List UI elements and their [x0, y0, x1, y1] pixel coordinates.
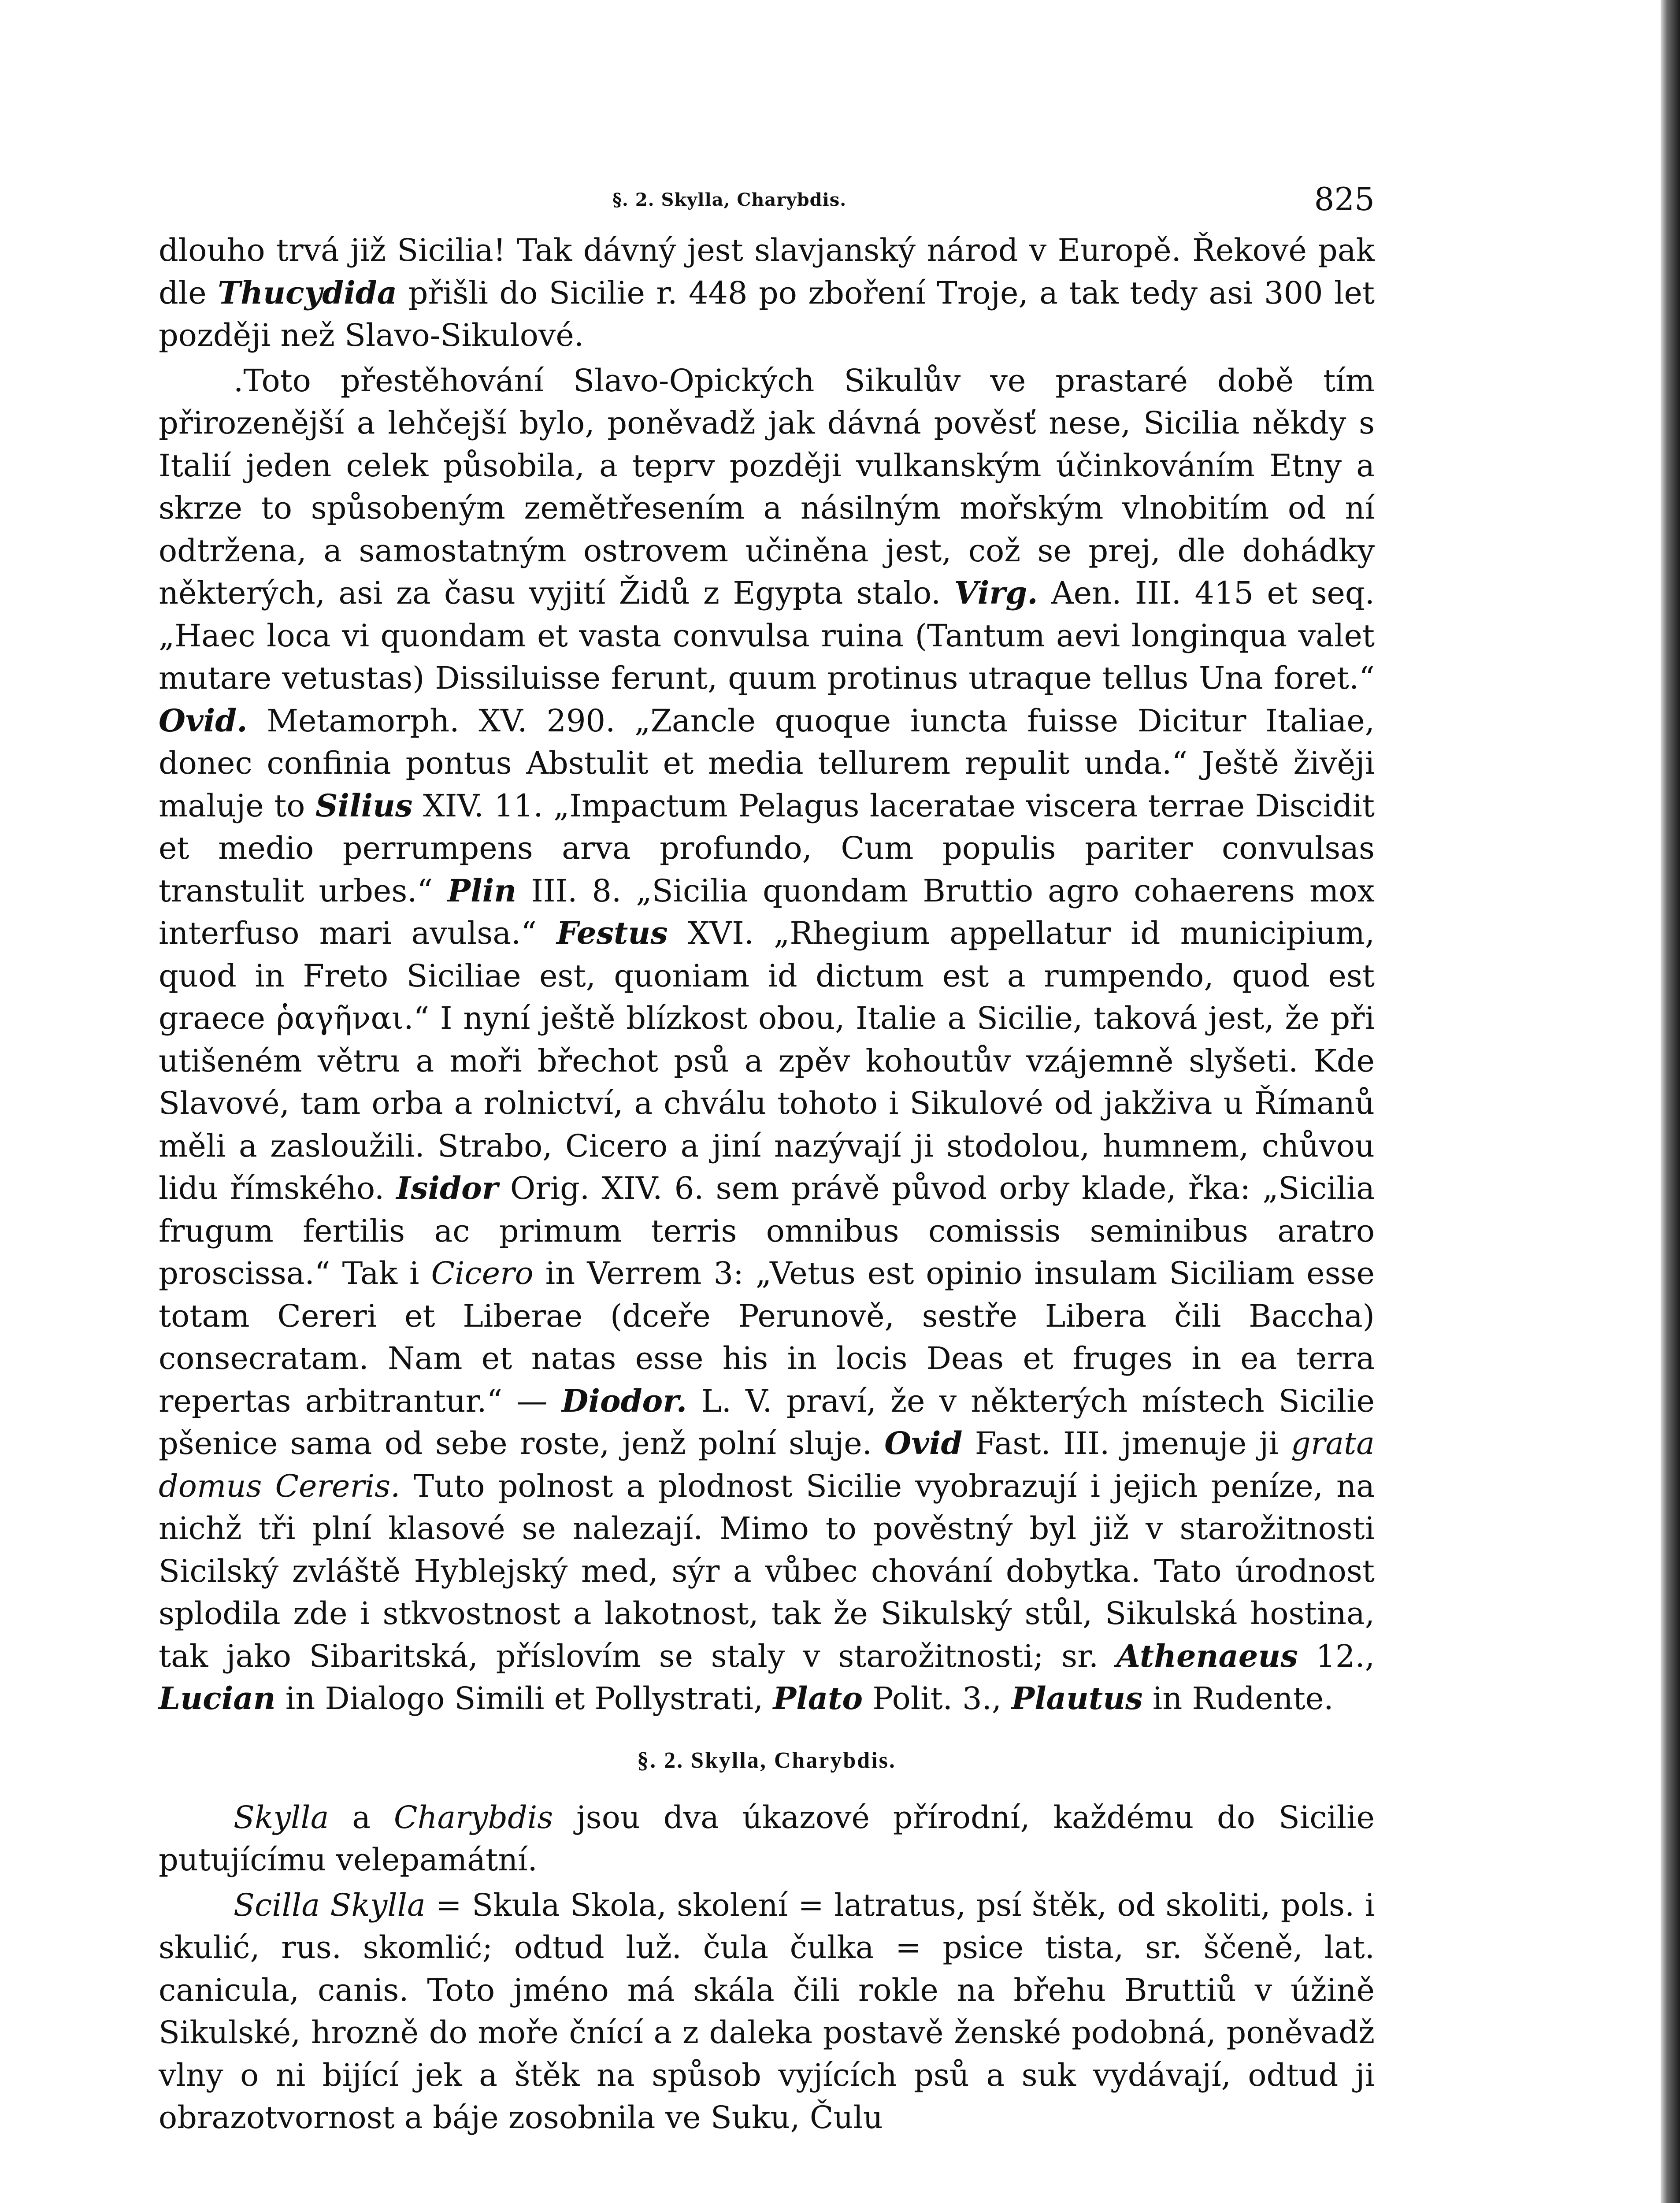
emphasized-text: Isidor: [396, 1170, 498, 1206]
running-title: §. 2. Skylla, Charybdis.: [612, 189, 847, 210]
running-header: [159, 181, 1375, 229]
emphasized-text: Cicero: [431, 1255, 534, 1291]
emphasized-text: Thucydida: [218, 274, 397, 311]
paragraph: [159, 1884, 1375, 2139]
text-run: Orig. XIV. 6. sem právě původ orby klade, řka: „Sicilia frugum fertilis ac primum terris omnibus comissis seminibus aratro proscissa.“ Tak i: [159, 1170, 1375, 1291]
paragraph: [159, 229, 1375, 357]
paragraph: [159, 360, 1375, 1720]
text-run: III. 8. „Sicilia quondam Bruttio agro cohaerens mox interfuso mari avulsa.“: [159, 872, 1375, 951]
text-run: dlouho trvá již Sicilia! Tak dávný jest slavjanský národ v Europě. Řekové pak dle: [159, 232, 1375, 311]
text-run: .Toto přestěhování Slavo-Opických Sikulův ve prastaré době tím přirozenější a lehčejší bylo, poněvadž jak dávná pověsť nese, Sicilia někdy s Italií jeden celek působila, a teprv později vulkanským účinkováním Etny a skrze to spůsobeným zemětřesením a násilným mořským vlnobitím od ní odtržena, a samostatným ostrovem učiněna jest, což se prej, dle dohádky některých, asi za času vyjití Židů z Egypta stalo.: [159, 362, 1375, 611]
text-run: Aen. III. 415 et seq. „Haec loca vi quondam et vasta convulsa ruina (Tantum aevi longinqua valet mutare vetustas) Dissiluisse ferunt, quum protinus utraque tellus Una foret.“: [159, 575, 1375, 696]
text-run: a: [329, 1799, 394, 1836]
text-run: in Dialogo Simili et Pollystrati,: [275, 1680, 773, 1717]
page-number: 825: [1314, 181, 1375, 218]
emphasized-text: Plato: [773, 1680, 863, 1717]
text-run: Tuto polnost a plodnost Sicilie vyobrazují i jejich peníze, na nichž tři plní klasové se nalezají. Mimo to pověstný byl již v starožitnosti Sicilský zvláště Hyblejský med, sýr a vůbec chování dobytka. Tato úrodnost splodila zde i stkvostnost a lakotnost, tak že Sikulský stůl, Sikulská hostina, tak jako Sibaritská, příslovím se staly v starožitnosti; sr.: [159, 1468, 1375, 1674]
text-run: přišli do Sicilie r. 448 po zboření Troje, a tak tedy asi 300 let později než Slavo-Sikulové.: [159, 274, 1375, 353]
text-run: 12.,: [1298, 1638, 1375, 1674]
book-page: [159, 181, 1375, 2139]
text-run: in Verrem 3: „Vetus est opinio insulam Siciliam esse totam Cereri et Liberae (dceře Perunově, sestře Libera čili Baccha) consecratam. Nam et natas esse his in locis Deas et fruges in ea terra repertas arbitrantur.“ —: [159, 1255, 1375, 1419]
section-heading: §. 2. Skylla, Charybdis.: [637, 1747, 896, 1773]
emphasized-text: Virg.: [954, 575, 1038, 611]
emphasized-text: Ovid: [884, 1425, 963, 1461]
paragraph: [159, 1796, 1375, 1881]
text-run: jsou dva úkazové přírodní, každému do Sicilie putujícímu velepamátní.: [159, 1799, 1375, 1878]
text-run: XIV. 11. „Impactum Pelagus laceratae viscera terrae Discidit et medio perrumpens arva profundo, Cum populis pariter convulsas transtulit urbes.“: [159, 787, 1375, 909]
emphasized-text: Festus: [556, 915, 668, 951]
emphasized-text: Plautus: [1011, 1680, 1143, 1717]
emphasized-text: grata domus Cereris.: [159, 1425, 1375, 1504]
text-run: = Skula Skola, skolení = latratus, psí štěk, od skoliti, pols. i skulić, rus. skomlić; odtud luž. čula čulka = psice tista, sr. ščeně, lat. canicula, canis. Toto jméno má skála čili rokle na břehu Bruttiů v úžině Sikulské, hrozně do moře čnící a z daleka postavě ženské podobná, poněvadž vlny o ni bijící jek a štěk na spůsob vyjících psů a suk vydávají, odtud ji obrazotvornost a báje zosobnila ve Suku, Čulu: [159, 1887, 1375, 2136]
emphasized-text: Charybdis: [393, 1799, 553, 1836]
scan-edge-shadow: [1661, 0, 1680, 2203]
text-run: in Rudente.: [1142, 1680, 1334, 1717]
emphasized-text: Ovid.: [159, 702, 248, 739]
text-run: XVI. „Rhegium appellatur id municipium, quod in Freto Siciliae est, quoniam id dictum est a rumpendo, quod est graece ῥαγῆναι.“ I nyní ještě blízkost obou, Italie a Sicilie, taková jest, že při utišeném větru a moři břechot psů a zpěv kohoutův vzájemně slyšeti. Kde Slavové, tam orba a rolnictví, a chválu tohoto i Sikulové od jakživa u Římanů měli a zasloužili. Strabo, Cicero a jiní nazývají ji stodolou, humnem, chůvou lidu římského.: [159, 915, 1375, 1206]
emphasized-text: Plin: [447, 872, 517, 909]
text-run: Metamorph. XV. 290. „Zancle quoque iuncta fuisse Dicitur Italiae, donec confinia pontus Abstulit et media tellurem repulit unda.“ Ještě živěji maluje to: [159, 702, 1375, 824]
emphasized-text: Silius: [315, 787, 413, 824]
text-run: L. V. praví, že v některých místech Sicilie pšenice sama od sebe roste, jenž polní sluje.: [159, 1383, 1375, 1461]
text-run: Fast. III. jmenuje ji: [962, 1425, 1291, 1461]
text-run: Polit. 3.,: [863, 1680, 1012, 1717]
main-text: [159, 229, 1375, 1720]
emphasized-text: Lucian: [159, 1680, 276, 1717]
section-text: [159, 1796, 1375, 2139]
emphasized-text: Diodor.: [561, 1382, 687, 1419]
emphasized-text: Skylla: [234, 1799, 329, 1836]
emphasized-text: Athenaeus: [1116, 1637, 1298, 1674]
emphasized-text: Scilla Skylla: [234, 1887, 426, 1923]
